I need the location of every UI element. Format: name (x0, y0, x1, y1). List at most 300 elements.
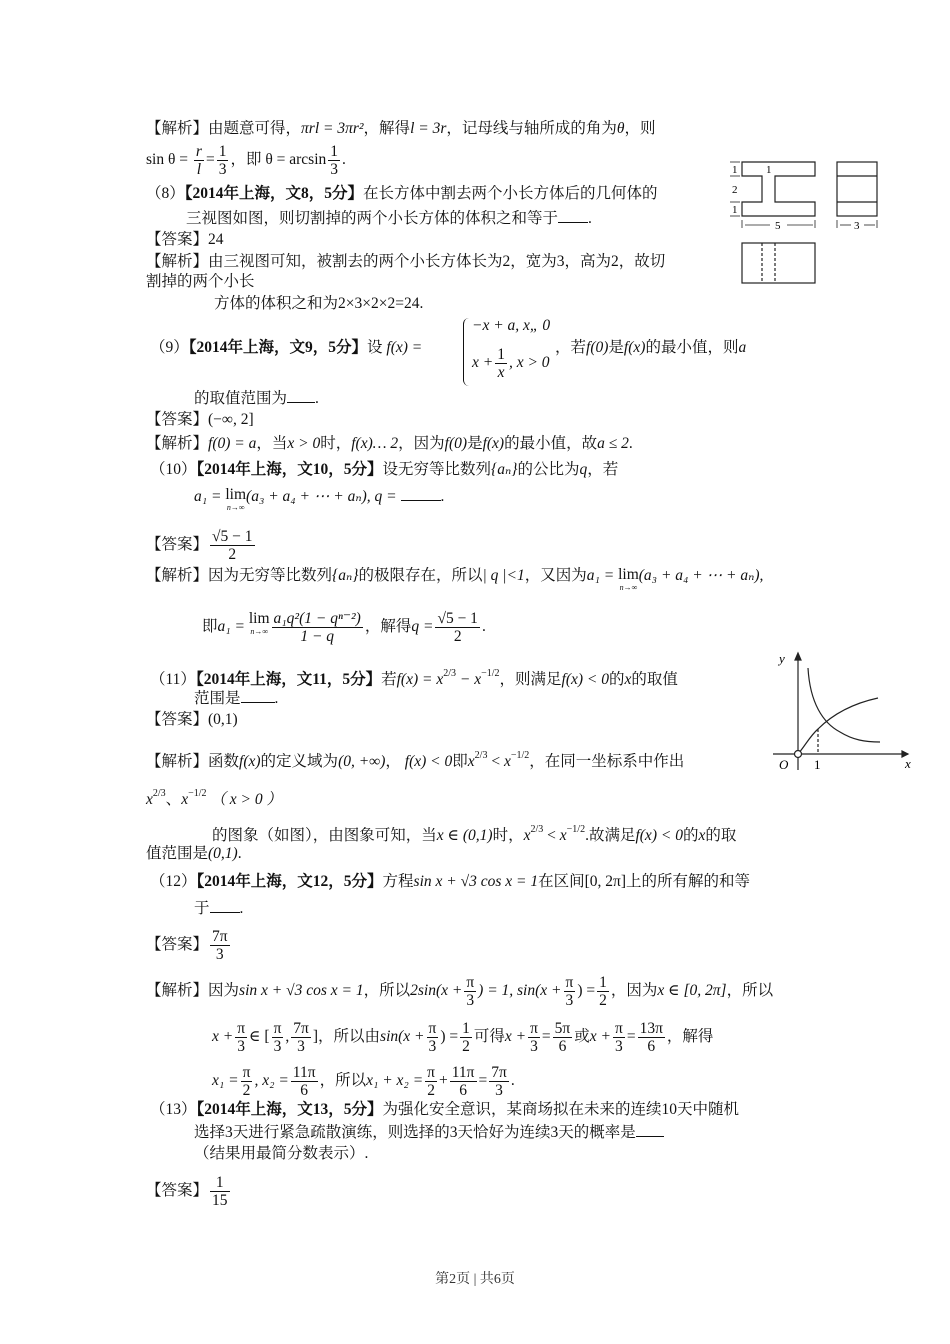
fraction (291, 1020, 311, 1055)
q11-analysis-line3: 的图象（如图），由图象可知，当x ∈ (0,1)时，$x^{2/3} < x^{-1/2}$.故满足f(x) < 0的x的取 (212, 824, 737, 844)
math: f(x) = x (396, 671, 444, 688)
lim-sub: n→∞ (619, 583, 638, 592)
q13-stem-line3 (194, 1144, 368, 1164)
den: 6 (300, 1082, 309, 1099)
text: 即 (452, 753, 468, 770)
answer-fraction (210, 1174, 230, 1209)
math: f(x) (239, 753, 261, 770)
math: x₁ + x₂ = (366, 1072, 424, 1090)
math: = (626, 1028, 636, 1046)
lim: lim (225, 486, 247, 503)
answer-label: 【答案】 (146, 411, 209, 428)
num: 11π (292, 1064, 316, 1081)
math: {aₙ} (332, 567, 359, 584)
math: x ∈ [0, 2π] (657, 982, 727, 1000)
dim-gap: 1 (766, 164, 772, 176)
text: ，即 (230, 151, 262, 169)
den: 6 (459, 1082, 467, 1099)
answer-blank (210, 898, 240, 913)
q10-answer (146, 528, 257, 563)
text: ，所以 (319, 1072, 367, 1090)
math: πrl = 3πr² (301, 120, 364, 137)
text: 可得 (473, 1028, 505, 1046)
math: a₁ = (586, 567, 615, 584)
exponent: 2/3 (474, 750, 488, 761)
num: π (273, 1020, 282, 1037)
text: ，所以 (363, 982, 411, 1000)
fraction (235, 1020, 247, 1055)
q11-analysis-line2 (146, 784, 282, 810)
math: {aₙ} (491, 461, 518, 478)
num: 11π (451, 1064, 475, 1081)
den: 6 (558, 1038, 567, 1055)
answer-label: 【答案】 (146, 536, 209, 554)
text: 的极限存在，所以 (358, 567, 483, 584)
math: f(0) (586, 339, 609, 356)
num: π (428, 1020, 437, 1037)
y-axis-label: y (779, 651, 785, 666)
text: 上的所有解的和等 (626, 873, 751, 890)
q8-answer (146, 230, 224, 250)
text: ，若 (555, 339, 587, 356)
text: ，因为 (610, 982, 658, 1000)
text: 为强化安全意识，某商场拟在未来的连续10天中随机 (382, 1101, 740, 1118)
answer-blank (558, 208, 588, 223)
answer-fraction (210, 528, 255, 563)
q7-analysis-line1 (146, 119, 656, 139)
q13-answer (146, 1174, 232, 1209)
text: 时， (320, 435, 352, 452)
q11-stem-line2: 范围是 . (194, 690, 279, 707)
math: a₁ = (194, 488, 222, 505)
origin-label: O (779, 757, 789, 772)
num: 1 (218, 143, 227, 160)
exponent: 2/3 (530, 824, 544, 835)
answer-blank (287, 388, 315, 403)
num: 1 (497, 346, 505, 363)
text: . (237, 845, 242, 862)
num: 1 (210, 1174, 230, 1192)
text: .故满足 (585, 827, 636, 844)
text: 设无穷等比数列 (382, 461, 492, 478)
math: ) = (577, 982, 596, 1000)
analysis-label: 【解析】 (146, 120, 209, 137)
math: = (541, 1028, 551, 1046)
x-axis-label: x (905, 756, 911, 771)
text: 时， (492, 827, 524, 844)
math: x (624, 671, 632, 688)
piecewise-brace (463, 318, 472, 386)
text: 是 (467, 435, 483, 452)
text: . (481, 618, 486, 636)
text: （结果用最简分数表示）. (194, 1145, 369, 1162)
num: π (565, 974, 574, 991)
math: f(0) (444, 435, 468, 452)
exponent: −1/2 (510, 750, 530, 761)
num: 7π (293, 1020, 309, 1037)
num: π (427, 1064, 435, 1081)
den: 3 (466, 992, 475, 1009)
answer-label: 【答案】 (146, 936, 209, 954)
text: ，则 (624, 120, 656, 137)
tick-1: 1 (814, 757, 821, 772)
text: . (628, 435, 633, 452)
dim-1-top: 1 (732, 164, 738, 176)
text: 的 (609, 671, 625, 688)
lim-sub: n→∞ (226, 503, 245, 512)
num: 7π (212, 928, 228, 945)
math: , x₂ = (254, 1072, 289, 1090)
math: a ≤ 2 (597, 435, 629, 452)
analysis-label: 【解析】 (146, 753, 209, 770)
num: 1 (330, 143, 339, 160)
math: x (698, 827, 706, 844)
q9-answer (146, 410, 254, 430)
math: ) = 1, sin(x + (478, 982, 562, 1000)
math: f(0) = a (208, 435, 257, 452)
dim-1-bottom: 1 (732, 204, 738, 216)
question-source: 【2014年上海，文10，5分】 (196, 461, 383, 478)
num: π (466, 974, 475, 991)
lim: lim (248, 610, 270, 627)
math: (0, +∞) (338, 753, 386, 770)
text: . (342, 151, 346, 169)
num: √5 − 1 (212, 528, 253, 545)
question-number: （9） (150, 339, 189, 356)
num: π (530, 1020, 538, 1037)
math: − x (456, 671, 482, 688)
q9-analysis (146, 434, 633, 454)
text: ，所以 (726, 982, 774, 1000)
text: 范围是 (194, 690, 241, 707)
q11-analysis-line1: 【解析】函数f(x)的定义域为(0, +∞)， f(x) < 0即$x^{2/3} < x^{-1/2}$，在同一坐标系中作出 (146, 750, 685, 770)
text: ， (385, 753, 401, 770)
num: r (195, 143, 202, 160)
analysis-label: 【解析】 (146, 982, 209, 1000)
exponent: −1/2 (566, 824, 586, 835)
text: 的最小值，故 (504, 435, 598, 452)
math: x > 0 (287, 435, 321, 452)
num: 1 (462, 1020, 470, 1037)
power-function-graph (765, 648, 915, 773)
q12-analysis-line3 (212, 1064, 515, 1099)
fraction (553, 1020, 573, 1055)
den: 3 (297, 1038, 305, 1055)
math: sin(x + (380, 1028, 425, 1046)
q10-stem-line2: a₁ = lim n→∞ (a₃ + a₄ + ⋯ + aₙ), q = . (194, 486, 445, 512)
den: 3 (615, 1038, 623, 1055)
den: 2 (599, 992, 607, 1009)
text: 在长方体中割去两个小长方体后的几何体的 (363, 185, 658, 202)
text: 在区间 (538, 873, 585, 890)
page-footer: 第2页 | 共6页 (435, 1272, 515, 1287)
text: 方程 (382, 873, 414, 890)
fraction (435, 610, 480, 645)
den: x (497, 364, 505, 381)
q13-stem-line1 (150, 1100, 739, 1120)
question-source: 【2014年上海，文13，5分】 (196, 1101, 383, 1118)
fraction (638, 1020, 665, 1055)
fraction (450, 1064, 477, 1099)
q10-analysis-line1 (146, 566, 763, 592)
math: θ = arcsin (265, 151, 327, 169)
den: l (196, 161, 202, 178)
text: 选择3天进行紧急疏散演练，则选择的3天恰好为连续3天的概率是 (194, 1124, 636, 1141)
dim-2: 2 (732, 184, 738, 196)
fraction (241, 1064, 253, 1099)
math: a₁ = (217, 618, 245, 636)
piecewise-case2 (472, 346, 550, 381)
question-number: （12） (150, 873, 197, 890)
math: x (523, 827, 531, 844)
fraction (425, 1064, 437, 1099)
text: ，解得 (666, 1028, 714, 1046)
answer-blank (241, 688, 275, 703)
den: 3 (530, 1038, 538, 1055)
question-source: 【2014年上海，文9，5分】 (188, 339, 368, 356)
exponent: 2/3 (443, 668, 456, 679)
text: 设 (367, 339, 383, 356)
fraction (328, 143, 340, 178)
math: l = 3r (410, 120, 447, 137)
math: = (478, 1072, 488, 1090)
text: 割掉的两个小长 (146, 273, 255, 290)
text: 因为无穷等比数列 (208, 567, 333, 584)
answer-label: 【答案】 (146, 231, 209, 248)
text: 于 (194, 900, 210, 917)
text: ，在同一坐标系中作出 (529, 753, 685, 770)
text: ，因为 (398, 435, 445, 452)
q12-answer (146, 928, 232, 963)
text: 方体的体积之和为2×3×2×2=24. (214, 295, 424, 312)
question-source: 【2014年上海，文8，5分】 (184, 185, 364, 202)
text: 的取值 (631, 671, 678, 688)
num: 7π (491, 1064, 507, 1081)
math: sin x + √3 cos x = 1 (413, 873, 539, 890)
math: [0, 2π] (584, 873, 627, 890)
math: f(x) < 0 (635, 827, 683, 844)
text: 的取值范围为 (194, 390, 288, 407)
text: 的图象（如图），由图象可知，当 (212, 827, 437, 844)
text: 因为 (208, 982, 240, 1000)
text: ，则满足 (499, 671, 562, 688)
fraction (495, 346, 507, 381)
text: 值范围是 (146, 845, 209, 862)
num: π (614, 1020, 623, 1037)
fraction (597, 974, 609, 1009)
num: 1 (599, 974, 607, 991)
q8-stem-line2: 三视图如图，则切割掉的两个小长方体的体积之和等于 . (186, 210, 592, 227)
q11-answer (146, 710, 238, 730)
limit (225, 486, 246, 512)
analysis-label: 【解析】 (146, 567, 209, 584)
math: ) = (440, 1028, 459, 1046)
answer-label: 【答案】 (146, 1182, 209, 1200)
math: ∈ [ (249, 1028, 270, 1046)
den: 3 (215, 946, 224, 963)
math: θ (616, 120, 625, 137)
den: 3 (273, 1038, 282, 1055)
math: f(x) = (386, 339, 423, 356)
num: π (242, 1064, 251, 1081)
fraction (528, 1020, 540, 1055)
text: 是 (608, 339, 624, 356)
math: f(x) < 0 (561, 671, 609, 688)
text: ，当 (256, 435, 288, 452)
three-view-figure (725, 150, 915, 290)
text: ，解得 (364, 618, 412, 636)
den: 1 − q (300, 628, 335, 645)
q8-analysis-line3 (214, 294, 423, 314)
answer-blank (401, 486, 441, 501)
q12-analysis-line1 (146, 974, 773, 1009)
math: x (146, 791, 153, 808)
fraction (427, 1020, 439, 1055)
fraction (291, 1064, 318, 1099)
den: 3 (428, 1038, 437, 1055)
q9-stem-line2: 的取值范围为 . (194, 390, 319, 407)
answer-blank (636, 1122, 664, 1137)
answer-value: (0,1) (208, 711, 238, 728)
math: | q |<1 (482, 567, 525, 584)
question-source: 【2014年上海，文12，5分】 (196, 873, 383, 890)
text: 即 (202, 618, 218, 636)
q12-stem-line1 (150, 872, 750, 892)
den: 6 (647, 1038, 656, 1055)
math: , x > 0 (508, 354, 550, 372)
q12-stem-line2: 于 . (194, 900, 244, 917)
text: . (510, 1072, 515, 1090)
math: x₁ = (212, 1072, 239, 1090)
q12-analysis-line2 (212, 1020, 713, 1055)
den: 2 (453, 628, 462, 645)
q11-stem-line1 (150, 664, 678, 690)
math: (a₃ + a₄ + ⋯ + aₙ), q = (246, 488, 397, 505)
fraction (460, 1020, 472, 1055)
text: 三视图如图，则切割掉的两个小长方体的体积之和等于 (186, 210, 559, 227)
math: x + (589, 1028, 611, 1046)
fraction (613, 1020, 625, 1055)
question-number: （11） (150, 671, 196, 688)
q11-analysis-line4 (146, 844, 242, 864)
answer-value: 24 (208, 231, 224, 248)
num: 5π (554, 1020, 571, 1037)
math: (a₃ + a₄ + ⋯ + aₙ), (638, 567, 764, 584)
math: , (285, 1028, 290, 1046)
math: f(x)… 2 (351, 435, 399, 452)
num: √5 − 1 (437, 610, 478, 627)
math: f(x) (482, 435, 505, 452)
piecewise-case1: −x + a, x„ 0 (472, 317, 551, 334)
text: ，所以由 (318, 1028, 381, 1046)
text: 若 (381, 671, 397, 688)
lim-sub: n→∞ (250, 627, 269, 636)
math: (0,1) (208, 845, 238, 862)
math: x + (504, 1028, 527, 1046)
math: f(x) (623, 339, 646, 356)
fraction (217, 143, 229, 178)
lim: lim (618, 566, 639, 583)
math: f(x) < 0 (404, 753, 453, 770)
math: x + (212, 1028, 234, 1046)
text: 由题意可得， (208, 120, 302, 137)
den: 3 (565, 992, 574, 1009)
num: a₁q²(1 − qⁿ⁻²) (273, 610, 361, 627)
math: ] (312, 1028, 319, 1046)
answer-value: (−∞, 2] (208, 411, 254, 428)
exponent: −1/2 (188, 788, 207, 799)
math: q (579, 461, 588, 478)
limit (618, 566, 639, 592)
question-source: 【2014年上海，文11，5分】 (195, 671, 382, 688)
math: x ∈ (0,1) (436, 827, 493, 844)
math: （ x > 0 ） (210, 791, 282, 808)
answer-label: 【答案】 (146, 711, 209, 728)
fraction (194, 143, 204, 178)
text: 的定义域为 (260, 753, 339, 770)
fraction (272, 610, 363, 645)
text: 、 (165, 791, 182, 808)
dim-width-5: 5 (775, 220, 781, 232)
math: x + (472, 354, 494, 372)
limit (249, 610, 270, 636)
text: ，若 (587, 461, 619, 478)
math: x (467, 753, 475, 770)
q9-stem-line1 (150, 338, 422, 358)
den: 3 (237, 1038, 245, 1055)
text: ，解得 (363, 120, 411, 137)
q10-analysis-line2 (202, 610, 486, 645)
text: 的取 (705, 827, 737, 844)
exponent: −1/2 (481, 668, 500, 679)
q8-stem-line1 (146, 184, 658, 204)
math: + (439, 1072, 448, 1090)
num: 13π (639, 1020, 663, 1037)
fraction (489, 1064, 509, 1099)
math: 2sin(x + (410, 982, 463, 1000)
math: x (181, 791, 189, 808)
math: a (738, 339, 747, 356)
text: ，又因为 (524, 567, 587, 584)
text: 函数 (208, 753, 240, 770)
analysis-label: 【解析】 (146, 253, 209, 270)
num: π (237, 1020, 246, 1037)
text: ，记母线与轴所成的角为 (446, 120, 617, 137)
den: 3 (218, 161, 227, 178)
den: 2 (242, 1082, 251, 1099)
text: 的 (682, 827, 699, 844)
den: 15 (212, 1192, 228, 1209)
q8-analysis-line1 (146, 252, 665, 272)
math: q = (411, 618, 434, 636)
den: 3 (330, 161, 339, 178)
answer-fraction (210, 928, 230, 963)
den: 3 (495, 1082, 503, 1099)
text: 或 (574, 1028, 590, 1046)
text: 由三视图可知，被割去的两个小长方体长为2，宽为3，高为2，故切 (208, 253, 666, 270)
math: sin θ = (146, 151, 189, 169)
question-number: （8） (146, 185, 185, 202)
analysis-label: 【解析】 (146, 435, 209, 452)
q9-stem-line1-tail (555, 338, 746, 358)
dim-width-3: 3 (854, 220, 860, 232)
math: sin x + √3 cos x = 1 (239, 982, 364, 1000)
fraction (464, 974, 476, 1009)
text: 的公比为 (517, 461, 580, 478)
q13-stem-line2 (194, 1122, 664, 1143)
den: 2 (427, 1082, 435, 1099)
question-number: （13） (150, 1101, 197, 1118)
